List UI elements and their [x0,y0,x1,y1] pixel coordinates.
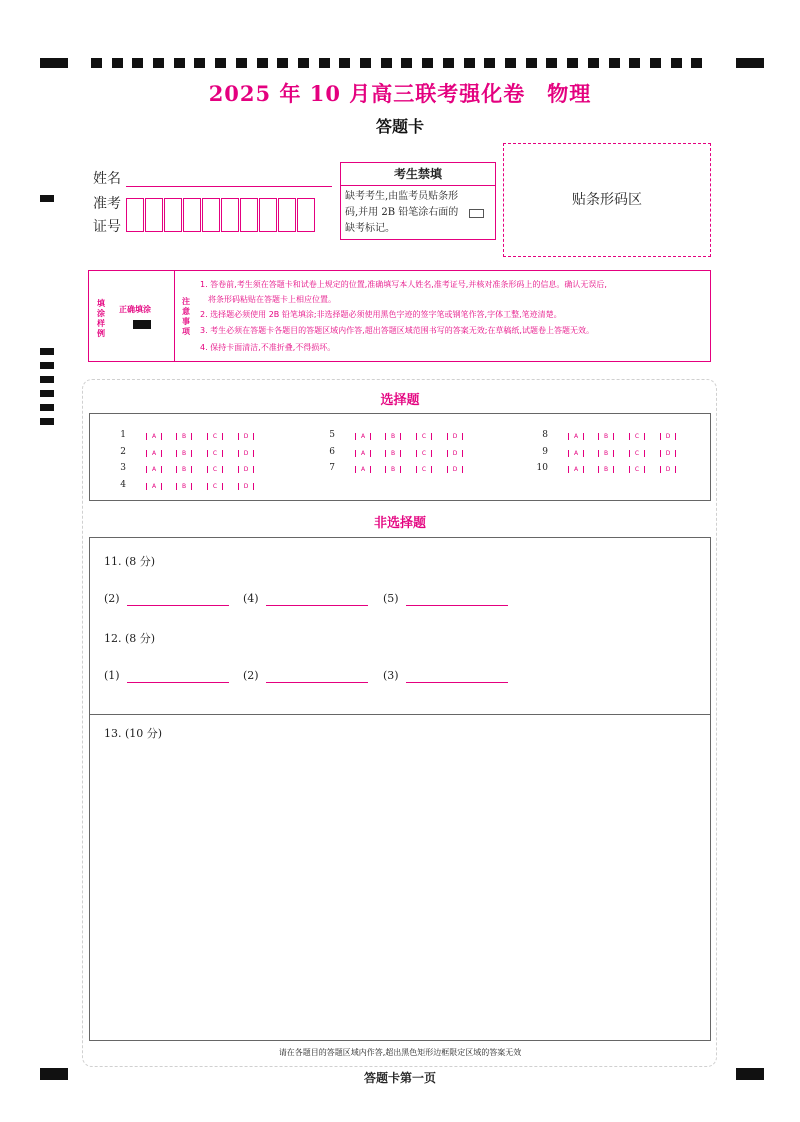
timing-mark [360,58,371,68]
timing-mark [153,58,164,68]
mc-option-bubble[interactable]: B [176,483,192,490]
q11-part-label: (2) [104,592,120,605]
mc-option-bubble[interactable]: A [146,433,162,440]
exam-id-digit-box[interactable] [240,198,258,232]
mc-option-bubble[interactable]: A [568,466,584,473]
notice-divider [174,271,175,361]
mc-option-bubble[interactable]: B [385,466,401,473]
mc-question-number: 2 [120,446,126,457]
exam-id-digit-box[interactable] [126,198,144,232]
timing-mark [91,58,102,68]
notice-item: 1. 答卷前,考生须在答题卡和试卷上规定的位置,准确填写本人姓名,准考证号,并核对准条形码上的信息。确认无误后, [200,280,607,289]
timing-mark [174,58,185,68]
notes-label: 注意事项 [182,297,190,336]
exam-id-digit-box[interactable] [297,198,315,232]
timing-mark [40,418,54,425]
mc-question-number: 5 [329,430,335,440]
mc-question-number: 10 [536,463,548,473]
absent-box-title: 考生禁填 [341,163,495,186]
timing-mark [339,58,350,68]
mc-option-bubble[interactable]: C [416,433,432,440]
mc-option-bubble[interactable]: A [568,433,584,440]
timing-mark [40,348,54,355]
mc-option-bubble[interactable]: C [416,466,432,473]
q12-part-label: (1) [104,669,120,682]
mc-option-bubble[interactable]: D [447,450,463,457]
q12-label: 12. (8 分) [104,632,156,645]
notice-item: 将条形码粘贴在答题卡上相应位置。 [200,295,336,304]
timing-mark [40,58,68,68]
q11-answer-blank[interactable] [127,594,229,606]
exam-id-digit-box[interactable] [145,198,163,232]
correct-fill-label: 正确填涂 [119,305,151,314]
q12-answer-blank[interactable] [127,671,229,683]
timing-mark [194,58,205,68]
exam-id-digit-box[interactable] [183,198,201,232]
mc-option-bubble[interactable]: C [416,450,432,457]
q12-answer-blank[interactable] [406,671,508,683]
mc-question-number: 9 [542,446,548,457]
timing-mark [736,58,764,68]
id-label-line2: 证号 [93,219,121,235]
timing-mark [443,58,454,68]
q11-q12-answer-box [89,537,711,715]
fill-example-label: 填涂样例 [97,299,105,338]
mc-option-bubble[interactable]: B [598,433,614,440]
mc-question-number: 7 [329,463,335,473]
q11-label: 11. (8 分) [104,555,156,568]
absent-mark-box[interactable] [469,209,484,218]
timing-mark [422,58,433,68]
mc-option-bubble[interactable]: A [355,450,371,457]
mc-option-bubble[interactable]: B [598,450,614,457]
mc-option-bubble[interactable]: D [660,450,676,457]
timing-mark [567,58,578,68]
absent-box [340,162,496,240]
q11-answer-blank[interactable] [406,594,508,606]
q11-answer-blank[interactable] [266,594,368,606]
mc-question-number: 8 [542,430,548,440]
timing-mark [236,58,247,68]
timing-mark [526,58,537,68]
timing-mark [277,58,288,68]
filled-sample-mark [133,320,151,329]
q12-part-label: (3) [383,669,399,682]
timing-mark [132,58,143,68]
name-label: 姓名 [93,171,121,187]
mc-option-bubble[interactable]: C [207,483,223,490]
notice-item: 4. 保持卡面清洁,不准折叠,不得损坏。 [200,343,336,352]
mc-option-bubble[interactable]: A [355,433,371,440]
mc-option-bubble[interactable]: B [176,450,192,457]
timing-mark [484,58,495,68]
notice-panel [88,270,711,362]
exam-id-digit-box[interactable] [278,198,296,232]
exam-id-digit-box[interactable] [221,198,239,232]
timing-mark [40,376,54,383]
timing-mark [691,58,702,68]
id-label-line1: 准考 [93,196,121,212]
mc-option-bubble[interactable]: A [355,466,371,473]
mc-option-bubble[interactable]: D [238,450,254,457]
timing-mark [401,58,412,68]
q12-answer-blank[interactable] [266,671,368,683]
mc-option-bubble[interactable]: D [447,466,463,473]
barcode-area: 贴条形码区 [503,143,711,257]
mc-option-bubble[interactable]: C [629,450,645,457]
timing-mark [298,58,309,68]
page-number: 答题卡第一页 [363,1071,436,1085]
exam-id-digit-box[interactable] [202,198,220,232]
name-field[interactable] [126,170,332,187]
timing-mark [671,58,682,68]
mc-option-bubble[interactable]: B [176,466,192,473]
mc-question-number: 3 [120,463,126,473]
page-title: 2025 年 10 月高三联考强化卷 物理 [208,81,592,106]
mc-question-number: 4 [120,479,126,490]
mc-option-bubble[interactable]: D [238,433,254,440]
notice-item: 2. 选择题必须使用 2B 铅笔填涂;非选择题必须使用黑色字迹的签字笔或钢笔作答,字体工整,笔迹清楚。 [200,310,562,319]
q11-part-label: (5) [383,592,399,605]
mc-option-bubble[interactable]: B [385,450,401,457]
timing-mark [40,362,54,369]
mc-question-number: 6 [329,446,335,457]
mc-option-bubble[interactable]: D [238,483,254,490]
mc-option-bubble[interactable]: D [238,466,254,473]
q11-part-label: (4) [243,592,259,605]
mc-option-bubble[interactable]: D [447,433,463,440]
mc-option-bubble[interactable]: A [568,450,584,457]
timing-mark [546,58,557,68]
timing-mark [505,58,516,68]
mc-section-title: 选择题 [380,393,420,408]
timing-mark [319,58,330,68]
mc-option-bubble[interactable]: C [207,466,223,473]
timing-mark [629,58,640,68]
mc-option-bubble[interactable]: D [660,433,676,440]
mc-option-bubble[interactable]: A [146,466,162,473]
mc-option-bubble[interactable]: C [207,450,223,457]
timing-mark [650,58,661,68]
absent-box-text: 缺考考生,由监考员贴条形码,并用 2B 铅笔涂右面的缺考标记。 [345,191,459,234]
q13-answer-box[interactable] [89,714,711,1041]
q13-label: 13. (10 分) [104,727,163,740]
timing-mark [215,58,226,68]
mc-option-bubble[interactable]: B [385,433,401,440]
mc-question-number: 1 [120,430,126,440]
mc-option-bubble[interactable]: C [207,433,223,440]
free-section-title: 非选择题 [373,516,426,531]
timing-mark [112,58,123,68]
mc-option-bubble[interactable]: A [146,483,162,490]
timing-mark [609,58,620,68]
mc-option-bubble[interactable]: A [146,450,162,457]
footer-warning: 请在各题目的答题区域内作答,超出黑色矩形边框限定区域的答案无效 [278,1048,522,1057]
exam-id-digit-box[interactable] [259,198,277,232]
notice-item: 3. 考生必须在答题卡各题目的答题区域内作答,超出答题区域范围书写的答案无效;在草稿纸,试题卷上答题无效。 [200,326,594,335]
timing-mark [257,58,268,68]
page-subtitle: 答题卡 [375,117,424,136]
exam-id-digit-box[interactable] [164,198,182,232]
mc-option-bubble[interactable]: C [629,433,645,440]
timing-mark [381,58,392,68]
timing-mark [588,58,599,68]
mc-option-bubble[interactable]: B [176,433,192,440]
mc-option-bubble[interactable]: C [629,466,645,473]
q12-part-label: (2) [243,669,259,682]
mc-option-bubble[interactable]: B [598,466,614,473]
timing-mark [40,195,54,202]
timing-mark [464,58,475,68]
mc-option-bubble[interactable]: D [660,466,676,473]
